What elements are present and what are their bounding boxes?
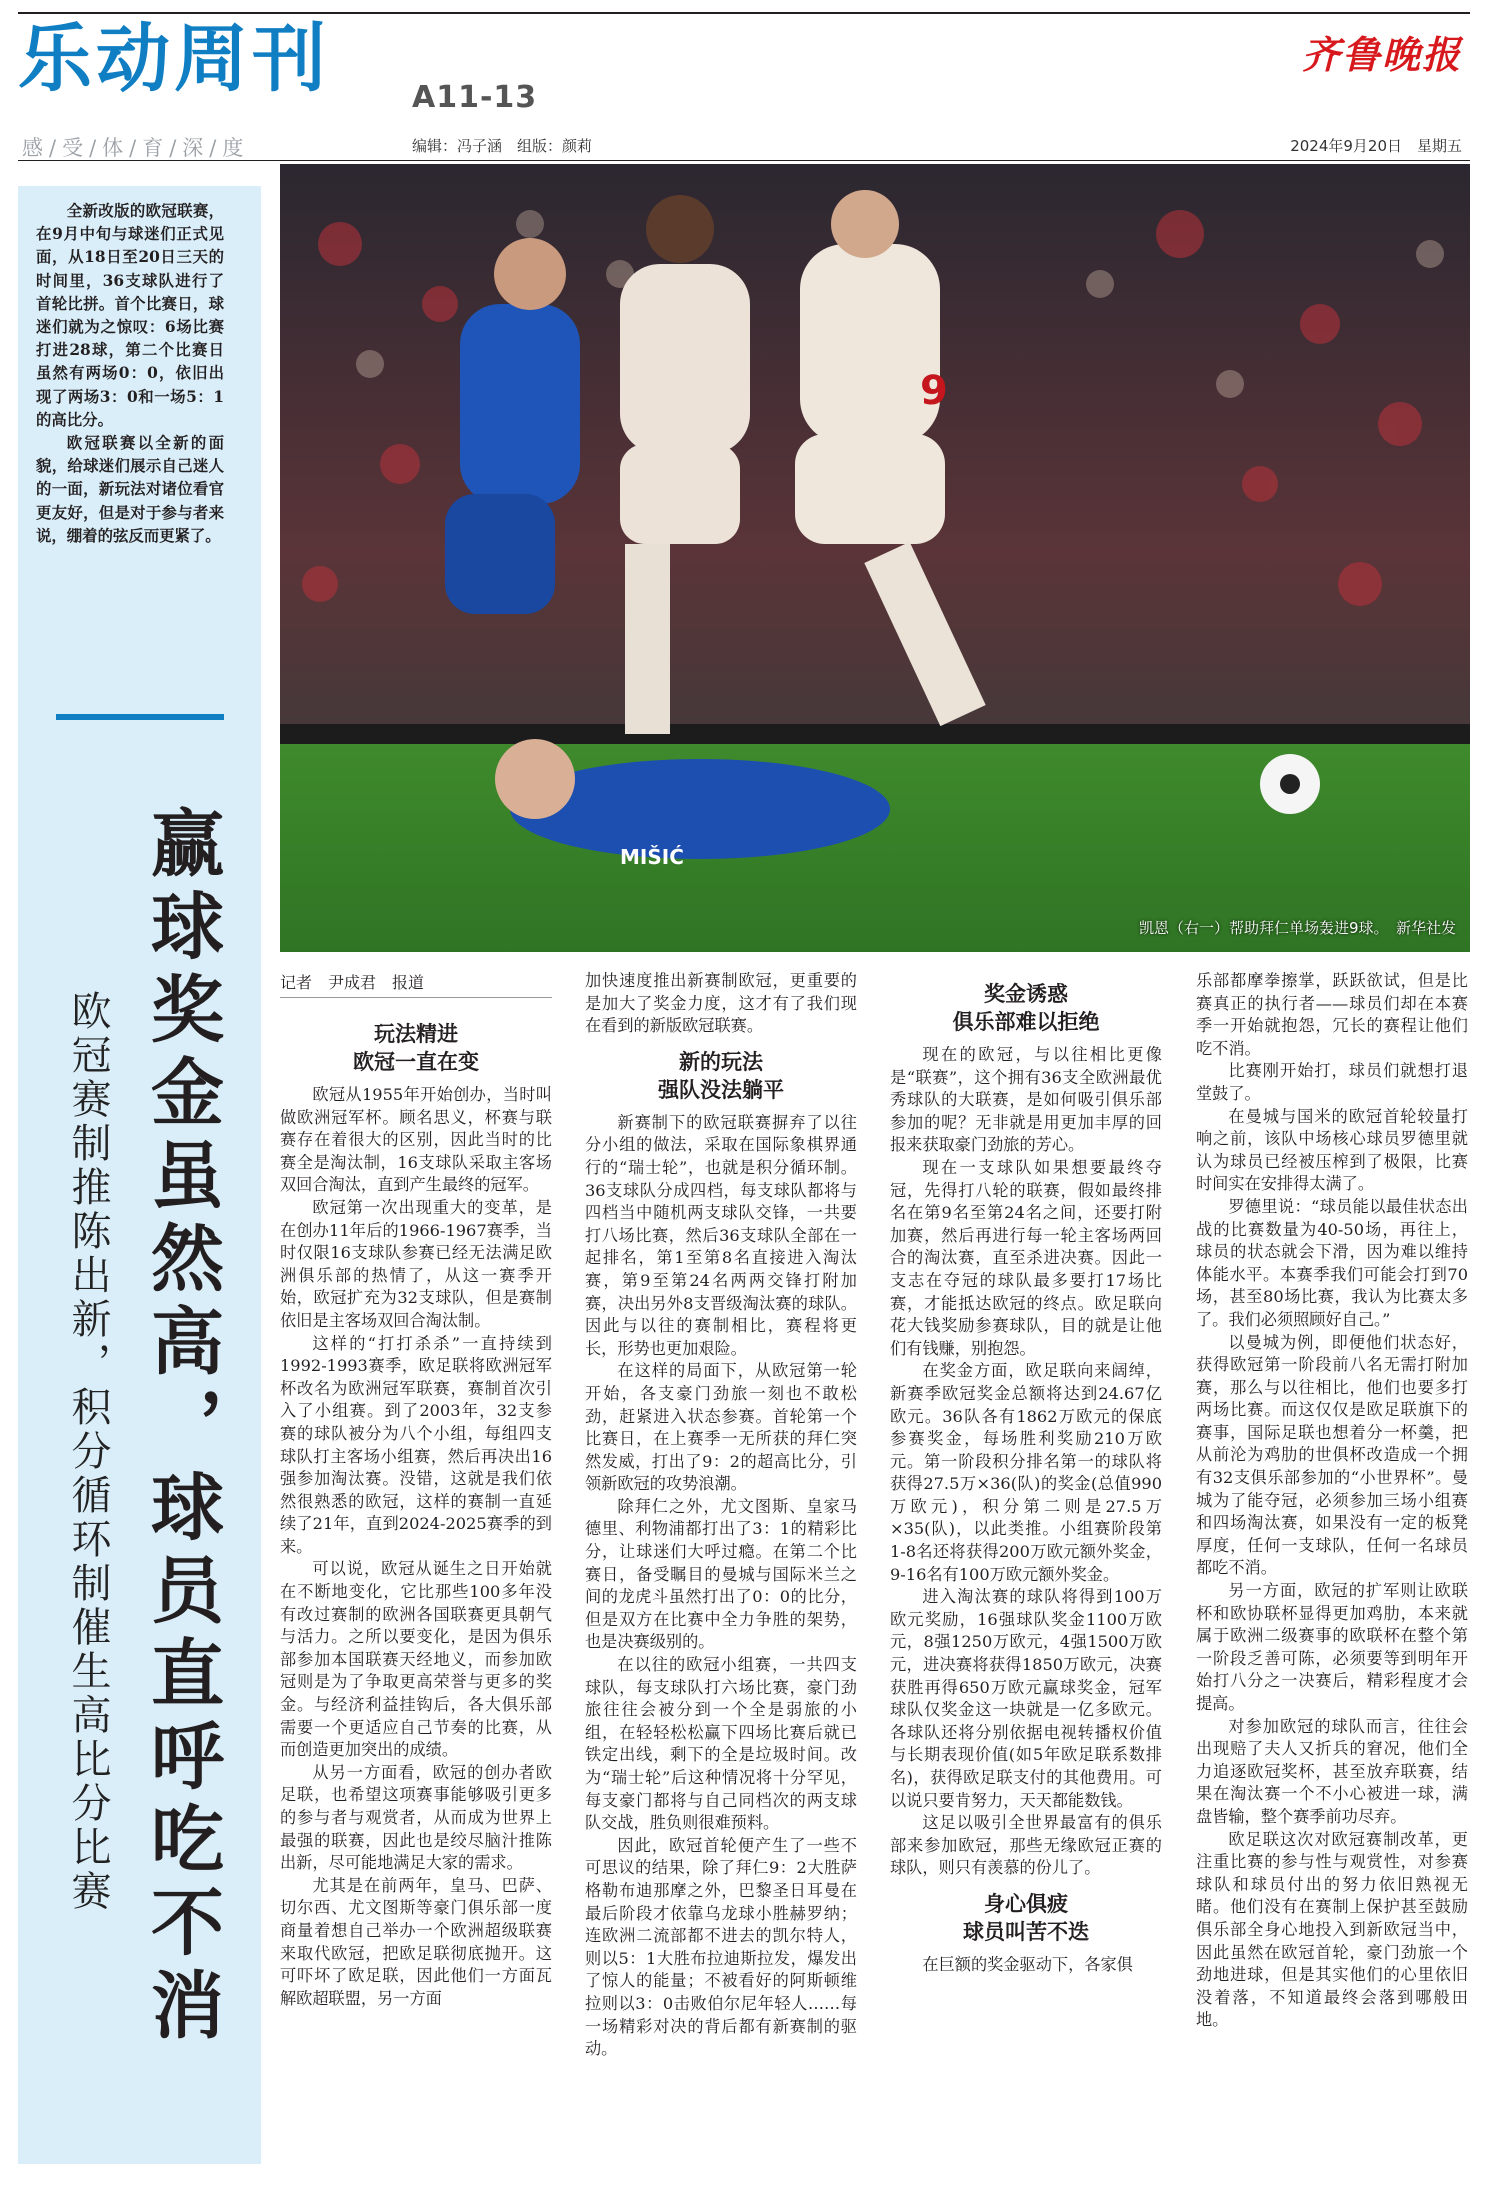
top-rule — [18, 12, 1470, 14]
body-paragraph: 欧冠第一次出现重大的变革，是在创办11年后的1966-1967赛季，当时仅限16支球队参赛已经无法满足欧洲俱乐部的热情了，从这一赛季开始，欧冠扩充为32支球队，但是赛制依旧是主客场双回合淘汰制。 — [280, 1197, 552, 1330]
main-headline: 赢球奖金虽然高，球员直呼吃不消 — [138, 805, 224, 2050]
shirt-number: 9 — [920, 368, 948, 414]
page-number: A11-13 — [412, 80, 538, 115]
body-paragraph: 乐部都摩拳擦掌，跃跃欲试，但是比赛真正的执行者——球员们却在本赛季一开始就抱怨，冗长的赛程让他们吃不消。 — [1196, 971, 1468, 1058]
lead-divider — [56, 714, 224, 720]
section-heading: 玩法精进 欧冠一直在变 — [353, 1022, 479, 1074]
section-heading: 身心俱疲 球员叫苦不迭 — [963, 1891, 1089, 1944]
section-heading: 奖金诱惑 俱乐部难以拒绝 — [952, 982, 1100, 1034]
body-paragraph: 比赛刚开始打，球员们就想打退堂鼓了。 — [1196, 1061, 1468, 1103]
body-paragraph: 在奖金方面，欧足联向来阔绰，新赛季欧冠奖金总额将达到24.67亿欧元。36队各有1862万欧元的保底参赛奖金，每场胜利奖励210万欧元。第一阶段积分排名第一的球队将获得27.5万×36(队)的奖金(总值990万欧元)，积分第二则是27.5万×35(队)，以此类推。小组赛阶段第1-8名还将获得200万欧元额外奖金，9-16名有100万欧元额外奖金。 — [890, 1361, 1162, 1584]
body-paragraph: 因此，欧冠首轮便产生了一些不可思议的结果，除了拜仁9：2大胜萨格勒布迪那摩之外，巴黎圣日耳曼在最后阶段才依靠乌龙球小胜赫罗纳；连欧洲二流部都不进去的凯尔特人，则以5：1大胜布拉迪斯拉发，爆发出了惊人的能量；不被看好的阿斯顿维拉则以3：0击败伯尔尼年轻人……每一场精彩对决的背后都有新赛制的驱动。 — [585, 1835, 857, 2059]
body-paragraph: 加快速度推出新赛制欧冠，更重要的是加大了奖金力度，这才有了我们现在看到的新版欧冠联赛。 — [585, 971, 857, 1036]
article-column-1 — [280, 1010, 552, 2160]
body-paragraph: 罗德里说：“球员能以最佳状态出战的比赛数量为40-50场，再往上，球员的状态就会下滑，因为难以维持体能水平。本赛季我们可能会打到70场，甚至80场比赛，我认为比赛太多了。我们必须照顾好自己。” — [1196, 1196, 1468, 1329]
lead-intro — [36, 200, 224, 548]
lead-paragraph: 全新改版的欧冠联赛，在9月中旬与球迷们正式见面，从18日至20日三天的时间里，36支球队进行了首轮比拼。首个比赛日，球迷们就为之惊叹：6场比赛打进28球，第二个比赛日虽然有两场0：0，依旧出现了两场3：0和一场5：1的高比分。 — [36, 202, 224, 429]
newspaper-logo: 齐鲁晚报 — [1301, 32, 1462, 77]
body-paragraph: 在巨额的奖金驱动下，各家俱 — [922, 1954, 1133, 1974]
shirt-name: MIŠIĆ — [620, 845, 684, 869]
body-paragraph: 以曼城为例，即便他们状态好，获得欧冠第一阶段前八名无需打附加赛，那么与以往相比，他们也要多打两场比赛。而这仅仅是欧足联旗下的赛事，国际足联也想着分一杯羹，把从前沦为鸡肋的世俱杯改造成一个拥有32支俱乐部参加的“小世界杯”。曼城为了能夺冠，必须参加三场小组赛和四场淘汰赛，如果没有一定的板凳厚度，任何一支球队，任何一名球员都吃不消。 — [1196, 1332, 1468, 1578]
section-masthead: 乐动周刊 — [18, 16, 330, 102]
match-photo — [280, 164, 1470, 952]
match-photo-illustration — [280, 164, 1470, 952]
body-paragraph: 可以说，欧冠从诞生之日开始就在不断地变化，它比那些100多年没有改过赛制的欧洲各国联赛更具朝气与活力。之所以要变化，是因为俱乐部参加本国联赛天经地义，而参加欧冠则是为了争取更高荣誉与更多的奖金。与经济利益挂钩后，各大俱乐部需要一个更适应自己节奏的比赛，从而创造更加突出的成绩。 — [280, 1559, 552, 1760]
body-paragraph: 现在的欧冠，与以往相比更像是“联赛”，这个拥有36支全欧洲最优秀球队的大联赛，是如何吸引俱乐部参加的呢？无非就是用更加丰厚的回报来获取豪门劲旅的芳心。 — [890, 1045, 1162, 1155]
issue-date: 2024年9月20日 星期五 — [1290, 137, 1462, 155]
body-paragraph: 进入淘汰赛的球队将得到100万欧元奖励，16强球队奖金1100万欧元，8强1250万欧元，4强1500万欧元，进决赛将获得1850万欧元，决赛获胜再得650万欧元赢球奖金，冠军球队仅奖金这一块就是一亿多欧元。各球队还将分别依据电视转播权价值与长期表现价值(如5年欧足联系数排名)，获得欧足联支付的其他费用。可以说只要肯努力，天天都能数钱。 — [890, 1587, 1162, 1810]
article-column-4 — [1196, 970, 1468, 2160]
photo-caption: 凯恩（右一）帮助拜仁单场轰进9球。 新华社发 — [1138, 919, 1456, 937]
body-paragraph: 从另一方面看，欧冠的创办者欧足联，也希望这项赛事能够吸引更多的参与者与观赏者，从而成为世界上最强的联赛，因此也是绞尽脑汁推陈出新，尽可能地满足大家的需求。 — [280, 1762, 552, 1873]
sub-headline: 欧冠赛制推陈出新，积分循环制催生高比分比赛 — [65, 990, 111, 1914]
body-paragraph: 在这样的局面下，从欧冠第一轮开始，各支豪门劲旅一刻也不敢松劲，赶紧进入状态参赛。首轮第一个比赛日，在上赛季一无所获的拜仁突然发威，打出了9：2的超高比分，引领新欧冠的攻势浪潮。 — [585, 1361, 857, 1494]
body-paragraph: 在以往的欧冠小组赛，一共四支球队，每支球队打六场比赛，豪门劲旅往往会被分到一个全是弱旅的小组，在轻轻松松赢下四场比赛后就已铁定出线，剩下的全是垃圾时间。改为“瑞士轮”后这种情况将十分罕见，每支豪门都将与自己同档次的两支球队交战，胜负则很难预料。 — [585, 1655, 857, 1833]
body-paragraph: 欧冠从1955年开始创办，当时叫做欧洲冠军杯。顾名思义，杯赛与联赛存在着很大的区别，因此当时的比赛全是淘汰制，16支球队采取主客场双回合淘汰，直到产生最终的冠军。 — [280, 1085, 552, 1195]
body-paragraph: 欧足联这次对欧冠赛制改革，更注重比赛的参与性与观赏性，对参赛球队和球员付出的努力依旧熟视无睹。他们没有在赛制上保护甚至鼓励俱乐部全身心地投入到新欧冠当中，因此虽然在欧冠首轮，豪门劲旅一个劲地进球，但是其实他们的心里依旧没着落，不知道最终会落到哪般田地。 — [1196, 1829, 1468, 2030]
body-paragraph: 这足以吸引全世界最富有的俱乐部来参加欧冠，那些无缘欧冠正赛的球队，则只有羡慕的份儿了。 — [890, 1813, 1162, 1878]
body-paragraph: 对参加欧冠的球队而言，往往会出现赔了夫人又折兵的窘况，他们全力追逐欧冠奖杯，甚至放弃联赛，结果在淘汰赛一个不小心被进一球，满盘皆输，整个赛季前功尽弃。 — [1196, 1716, 1468, 1826]
body-paragraph: 另一方面，欧冠的扩军则让欧联杯和欧协联杯显得更加鸡肋，本来就属于欧洲二级赛事的欧联杯在整个第一阶段乏善可陈，必须要等到明年开始打八分之一决赛后，精彩程度才会提高。 — [1196, 1581, 1468, 1713]
article-column-3 — [890, 970, 1162, 2160]
body-paragraph: 这样的“打打杀杀”一直持续到1992-1993赛季，欧足联将欧洲冠军杯改名为欧洲冠军联赛，赛制首次引入了小组赛。到了2003年，32支参赛的球队被分为八个小组，每组四支球队打主客场小组赛，然后再决出16强参加淘汰赛。没错，这就是我们依然很熟悉的欧冠，这样的赛制一直延续了21年，直到2024-2025赛季的到来。 — [280, 1333, 552, 1556]
body-paragraph: 现在一支球队如果想要最终夺冠，先得打八轮的联赛，假如最终排名在第9名至第24名之间，还要打附加赛，然后再进行每一轮主客场两回合的淘汰赛，直至杀进决赛。因此一支志在夺冠的球队最多要打17场比赛，才能抵达欧冠的终点。欧足联向花大钱奖励参赛球队，目的就是让他们有钱赚，别抱怨。 — [890, 1157, 1162, 1358]
editor-credit: 编辑：冯子涵 组版：颜莉 — [412, 137, 593, 155]
section-heading: 新的玩法 强队没法躺平 — [658, 1049, 784, 1102]
body-paragraph: 新赛制下的欧冠联赛摒弃了以往分小组的做法，采取在国际象棋界通行的“瑞士轮”，也就是积分循环制。36支球队分成四档，每支球队都将与四档当中随机两支球队交锋，一共要打八场比赛，然后36支球队全部在一起排名，第1至第8名直接进入淘汰赛，第9至第24名两两交锋打附加赛，决出另外8支晋级淘汰赛的球队。因此与以往的赛制相比，赛程将更长，形势也更加艰险。 — [585, 1112, 857, 1358]
body-paragraph: 在曼城与国米的欧冠首轮较量打响之前，该队中场核心球员罗德里就认为球员已经被压榨到了极限，比赛时间实在安排得太满了。 — [1196, 1106, 1468, 1194]
byline: 记者 尹成君 报道 — [280, 970, 552, 998]
body-paragraph: 尤其是在前两年，皇马、巴萨、切尔西、尤文图斯等豪门俱乐部一度商量着想自己举办一个欧洲超级联赛来取代欧冠，把欧足联彻底抛开。这可吓坏了欧足联，因此他们一方面瓦解欧超联盟，另一方面 — [280, 1875, 552, 2008]
article-column-2 — [585, 970, 857, 2160]
section-slogan: 感/受/体/育/深/度 — [22, 136, 250, 160]
header-rule — [18, 160, 1470, 161]
body-paragraph: 除拜仁之外，尤文图斯、皇家马德里、利物浦都打出了3：1的精彩比分，让球迷们大呼过瘾。在第二个比赛日，备受瞩目的曼城与国际米兰之间的龙虎斗虽然打出了0：0的比分，但是双方在比赛中全力争胜的架势，也是决赛级别的。 — [585, 1496, 857, 1652]
lead-paragraph: 欧冠联赛以全新的面貌，给球迷们展示自己迷人的一面，新玩法对诸位看官更友好，但是对于参与者来说，绷着的弦反而更紧了。 — [36, 434, 224, 545]
